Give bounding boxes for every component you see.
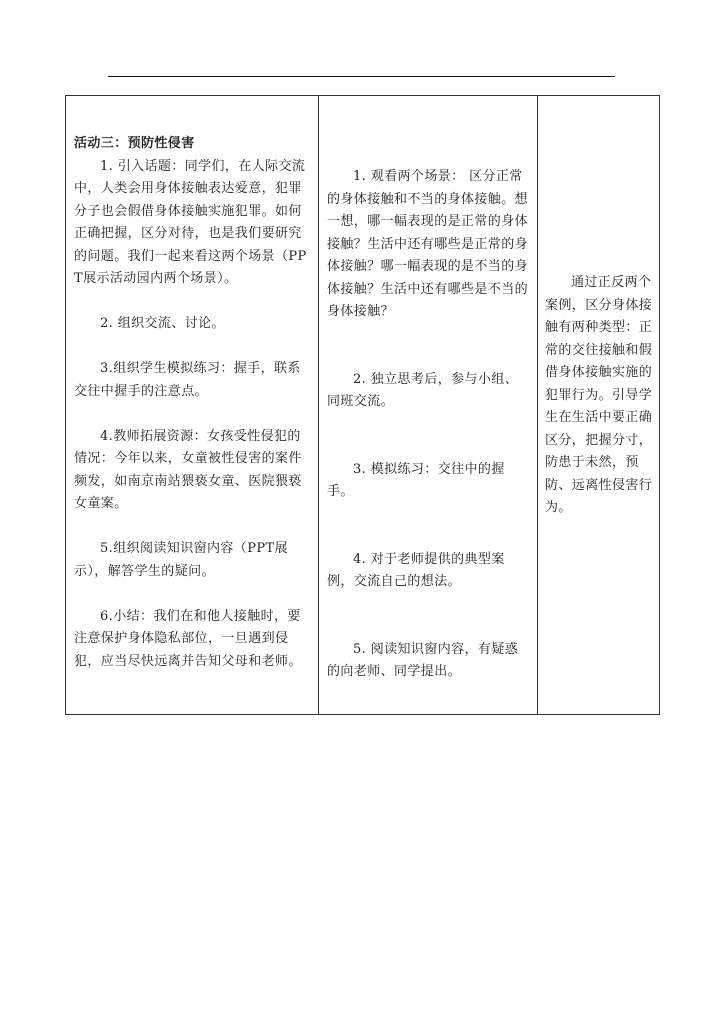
teacher-step: 4.教师拓展资源：女孩受性侵犯的情况：今年以来，女童被性侵害的案件频发，如南京南站猥亵女童、医院猥亵女童案。 xyxy=(74,428,302,511)
student-activity-cell xyxy=(319,96,538,715)
teacher-step: 1. 引入话题：同学们，在人际交流中，人类会用身体接触表达爱意，犯罪分子也会假借身体接触实施犯罪。如何正确把握，区分对待，也是我们要研究的问题。我们一起来看这两个场景（PPT展示活动园内两个场景）。 xyxy=(74,158,307,286)
teacher-step: 3.组织学生模拟练习：握手，联系交往中握手的注意点。 xyxy=(74,361,301,399)
teacher-step: 5.组织阅读知识窗内容（PPT展示），解答学生的疑问。 xyxy=(74,541,288,579)
teacher-activity-cell xyxy=(66,96,319,715)
student-item: 2. 独立思考后，参与小组、同班交流。 xyxy=(327,371,519,409)
table-row xyxy=(66,96,660,715)
student-item: 5. 阅读知识窗内容，有疑惑的向老师、同学提出。 xyxy=(327,641,519,679)
header-rule xyxy=(108,76,615,77)
student-item: 3. 模拟练习：交往中的握手。 xyxy=(327,461,505,499)
teacher-step: 6.小结：我们在和他人接触时，要注意保护身体隐私部位，一旦遇到侵犯，应当尽快远离并告知父母和老师。 xyxy=(74,608,302,669)
teacher-step: 2. 组织交流、讨论。 xyxy=(100,316,225,331)
activity-title: 活动三：预防性侵害 xyxy=(74,136,195,151)
student-item: 1. 观看两个场景： 区分正常的身体接触和不当的身体接触。想一想，哪一幅表现的是正常的身体接触？生活中还有哪些是正常的身体接触？哪一幅表现的是不当的身体接触？生活中还有哪些是不当的身体接触？ xyxy=(327,169,529,319)
student-item: 4. 对于老师提供的典型案例，交流自己的想法。 xyxy=(327,551,505,589)
lesson-plan-table xyxy=(65,95,660,715)
design-intent-cell xyxy=(538,96,660,715)
design-intent-text: 通过正反两个案例，区分身体接触有两种类型：正常的交往接触和假借身体接触实施的犯罪行为。引导学生在生活中要正确区分，把握分寸，防患于未然，预防、远离性侵害行为。 xyxy=(545,275,653,515)
